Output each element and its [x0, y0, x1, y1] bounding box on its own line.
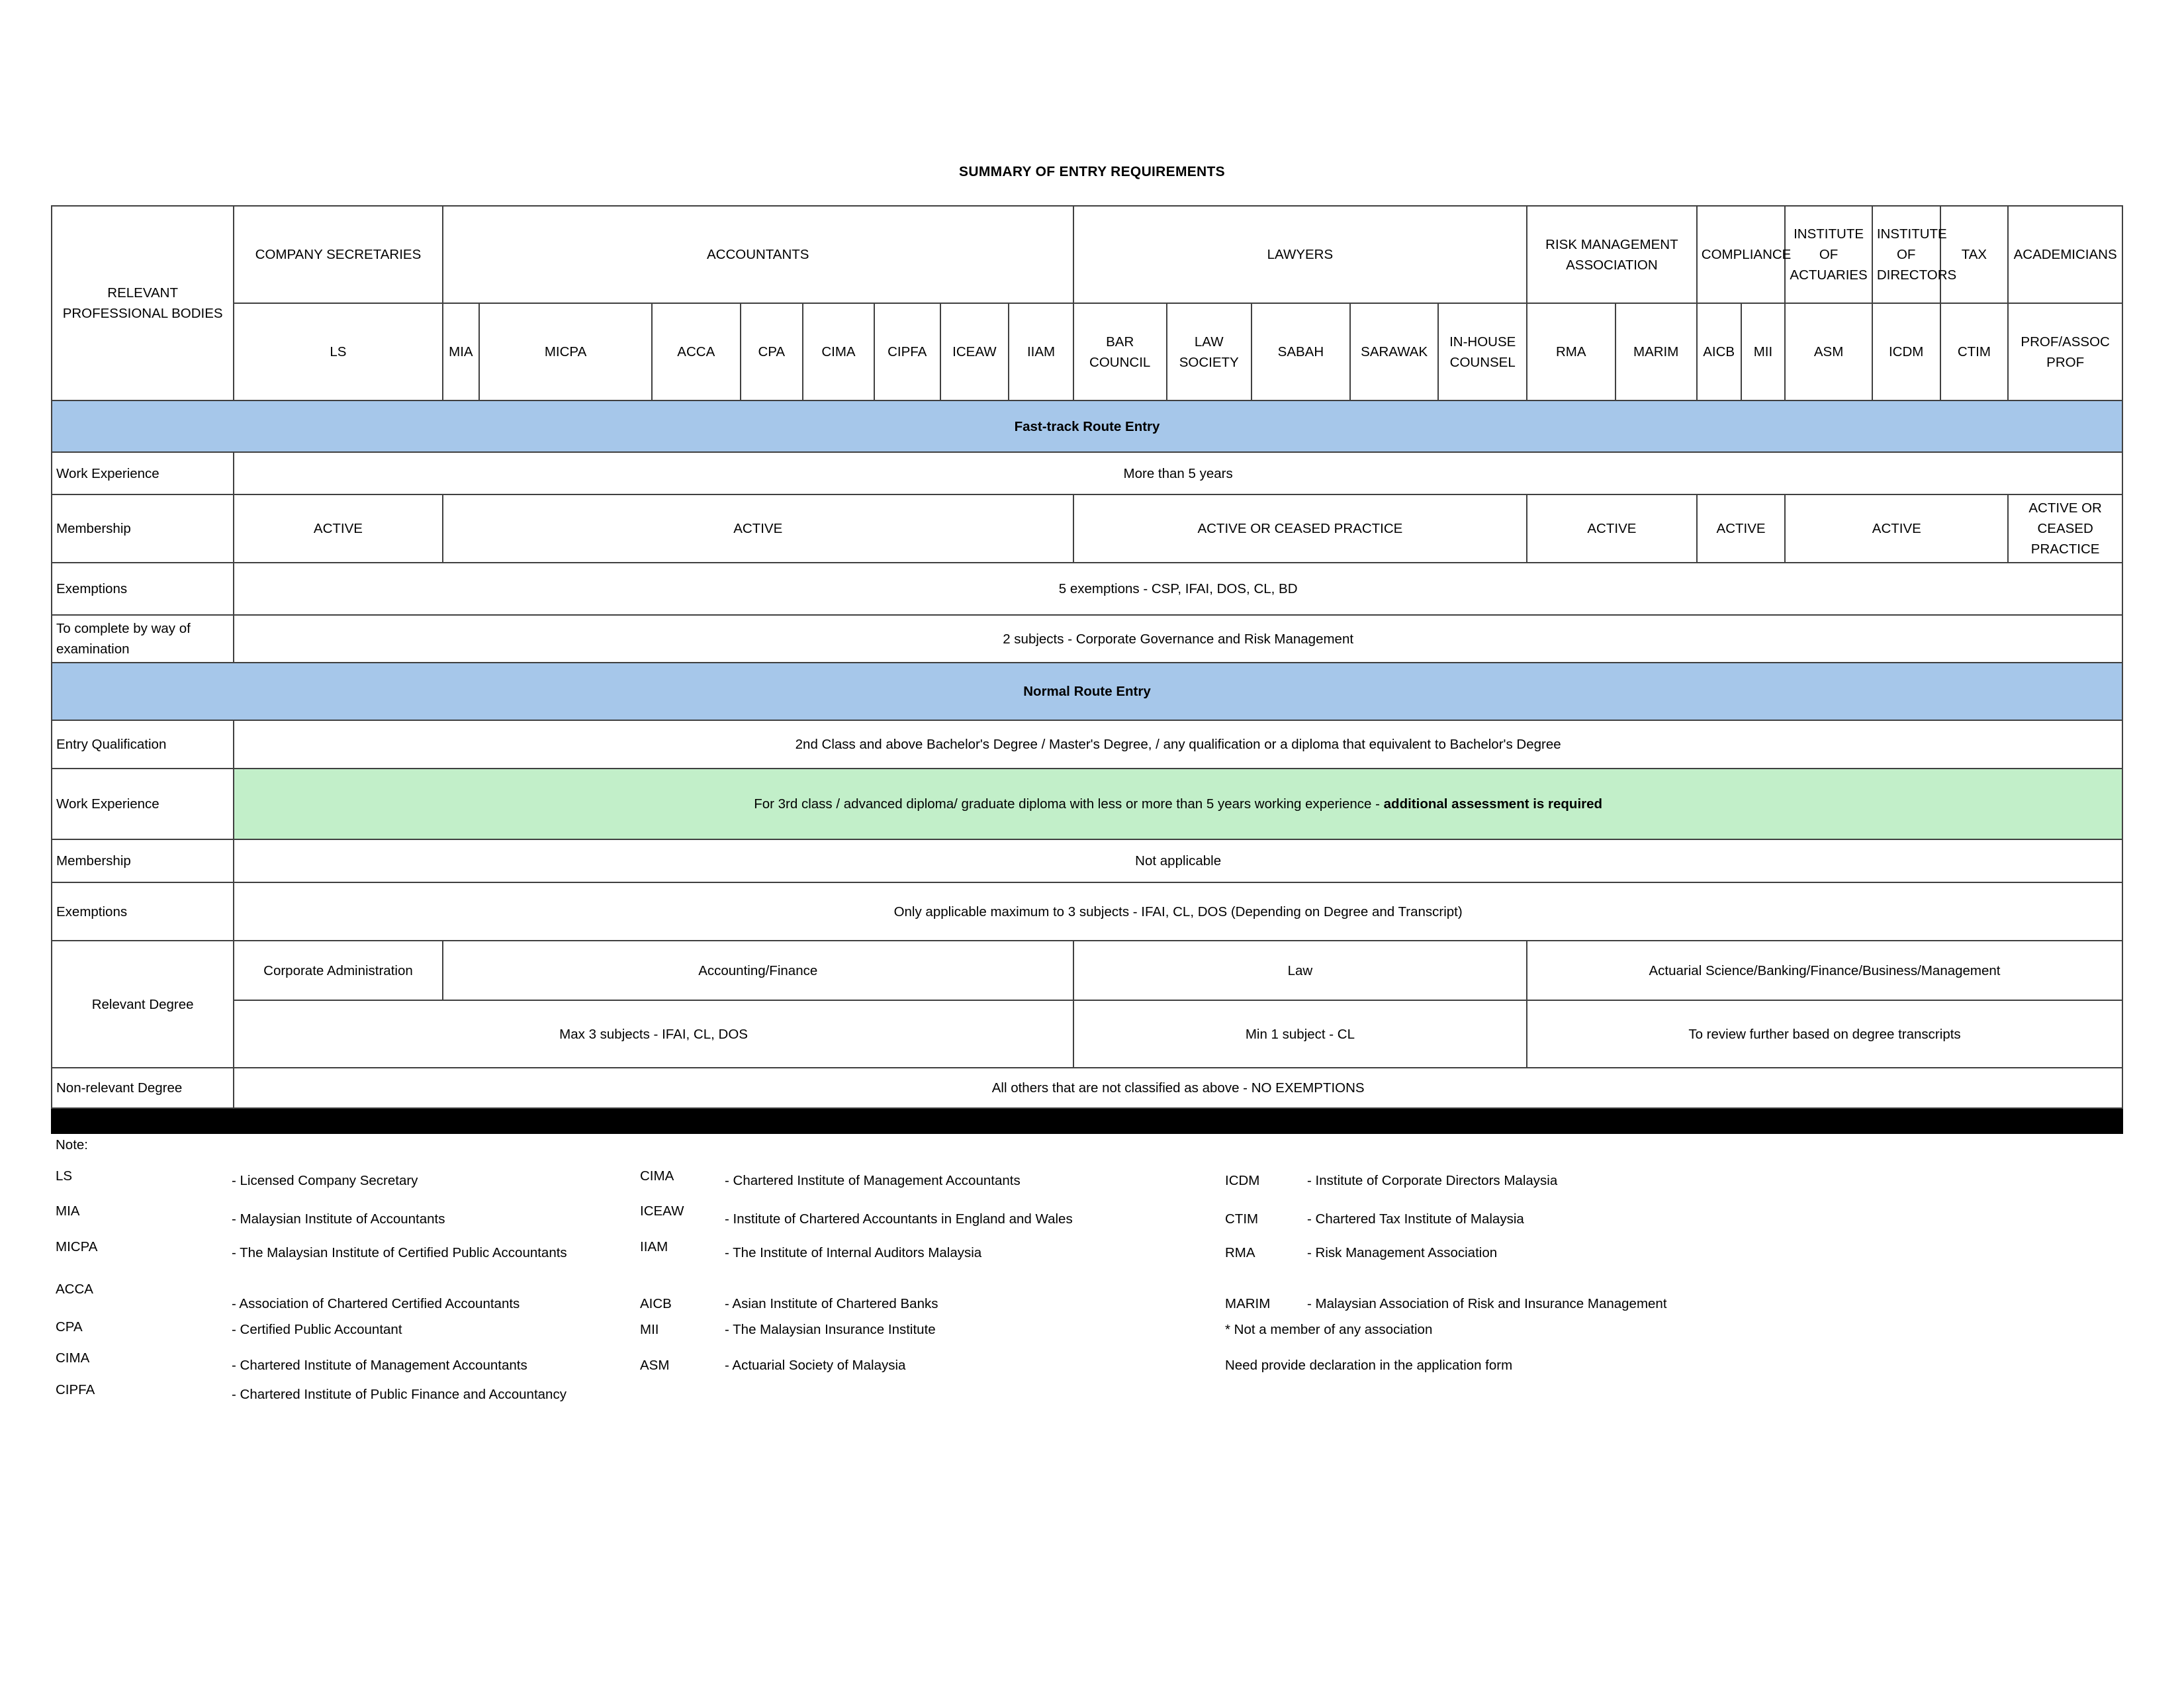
group-compliance: COMPLIANCE — [1697, 206, 1786, 303]
ft-work-experience-label: Work Experience — [52, 452, 234, 494]
body-iceaw: ICEAW — [940, 303, 1009, 400]
nr-work-experience-emphasis: additional assessment is required — [1383, 796, 1603, 812]
ft-exemptions-value: 5 exemptions - CSP, IFAI, DOS, CL, BD — [234, 563, 2122, 615]
body-icdm: ICDM — [1872, 303, 1940, 400]
body-cipfa: CIPFA — [874, 303, 940, 400]
group-academicians: ACADEMICIANS — [2008, 206, 2122, 303]
ft-examination-value: 2 subjects - Corporate Governance and Risk Management — [234, 615, 2122, 663]
note-desc: - Risk Management Association — [1307, 1245, 1498, 1260]
note-abbr: ICEAW — [640, 1203, 684, 1219]
note-desc: - The Malaysian Insurance Institute — [725, 1322, 936, 1337]
note-desc: - Licensed Company Secretary — [232, 1173, 418, 1188]
note-abbr: MII — [640, 1322, 659, 1337]
nr-relevant-degree-label: Relevant Degree — [52, 941, 234, 1068]
body-acca: ACCA — [652, 303, 741, 400]
degree-accounting-finance: Accounting/Finance — [443, 941, 1073, 1000]
ft-membership-lawyers: ACTIVE OR CEASED PRACTICE — [1073, 494, 1527, 563]
nr-non-relevant-value: All others that are not classified as above - NO EXEMPTIONS — [234, 1068, 2122, 1108]
note-abbr: IIAM — [640, 1239, 668, 1254]
note-desc: - Malaysian Institute of Accountants — [232, 1211, 445, 1227]
body-sabah: SABAH — [1251, 303, 1350, 400]
note-desc: - The Institute of Internal Auditors Malaysia — [725, 1245, 982, 1260]
ft-membership-accountants: ACTIVE — [443, 494, 1073, 563]
group-actuaries: INSTITUTE OF ACTUARIES — [1785, 206, 1872, 303]
ft-membership-actuaries-directors-tax: ACTIVE — [1785, 494, 2008, 563]
nr-work-experience-value — [234, 769, 2122, 839]
nr-work-experience-label: Work Experience — [52, 769, 234, 839]
note-abbr: MIA — [56, 1203, 80, 1219]
ft-membership-label: Membership — [52, 494, 234, 563]
ft-membership-compliance: ACTIVE — [1697, 494, 1786, 563]
note-desc: - Institute of Chartered Accountants in England and Wales — [725, 1211, 1073, 1227]
note-abbr: ASM — [640, 1358, 670, 1373]
note-desc: - Certified Public Accountant — [232, 1322, 402, 1337]
body-ls: LS — [234, 303, 442, 400]
note-abbr: CIMA — [56, 1350, 90, 1366]
note-abbr: CIPFA — [56, 1382, 95, 1397]
body-rma: RMA — [1527, 303, 1615, 400]
body-asm: ASM — [1785, 303, 1872, 400]
note-abbr: MARIM — [1225, 1296, 1271, 1311]
normal-route-heading: Normal Route Entry — [52, 663, 2122, 720]
group-risk-management: RISK MANAGEMENT ASSOCIATION — [1527, 206, 1697, 303]
nr-exemptions-value: Only applicable maximum to 3 subjects - IFAI, CL, DOS (Depending on Degree and Transcript) — [234, 882, 2122, 941]
note-desc: - Chartered Institute of Management Accountants — [232, 1358, 527, 1373]
note-desc: - Asian Institute of Chartered Banks — [725, 1296, 938, 1311]
body-prof-assoc-prof: PROF/ASSOC PROF — [2008, 303, 2122, 400]
degree-corporate-administration: Corporate Administration — [234, 941, 442, 1000]
note-desc: - Chartered Tax Institute of Malaysia — [1307, 1211, 1524, 1227]
fast-track-heading: Fast-track Route Entry — [52, 400, 2122, 452]
relevant-professional-bodies-label: RELEVANT PROFESSIONAL BODIES — [52, 206, 234, 400]
degree-law: Law — [1073, 941, 1527, 1000]
notes-heading: Note: — [56, 1137, 88, 1152]
group-lawyers: LAWYERS — [1073, 206, 1527, 303]
header-group-row — [52, 206, 2122, 303]
footnote-declaration: Need provide declaration in the application form — [1225, 1358, 1513, 1373]
degree-other: Actuarial Science/Banking/Finance/Business/Management — [1527, 941, 2122, 1000]
note-desc: - Malaysian Association of Risk and Insurance Management — [1307, 1296, 1667, 1311]
body-aicb: AICB — [1697, 303, 1741, 400]
body-iiam: IIAM — [1009, 303, 1073, 400]
note-desc: - Chartered Institute of Public Finance and Accountancy — [232, 1387, 567, 1402]
nr-exemptions-label: Exemptions — [52, 882, 234, 941]
ft-membership-academicians: ACTIVE OR CEASED PRACTICE — [2008, 494, 2122, 563]
body-cpa: CPA — [741, 303, 803, 400]
degree-max-subjects: Max 3 subjects - IFAI, CL, DOS — [234, 1000, 1073, 1068]
nr-work-experience-text: For 3rd class / advanced diploma/ graduate diploma with less or more than 5 years working experience - — [754, 796, 1384, 812]
body-marim: MARIM — [1615, 303, 1697, 400]
body-mii: MII — [1741, 303, 1786, 400]
body-ctim: CTIM — [1940, 303, 2009, 400]
nr-membership-value: Not applicable — [234, 839, 2122, 882]
note-desc: - Association of Chartered Certified Accountants — [232, 1296, 520, 1311]
body-cima: CIMA — [803, 303, 874, 400]
degree-review: To review further based on degree transcripts — [1527, 1000, 2122, 1068]
ft-work-experience-value: More than 5 years — [234, 452, 2122, 494]
page-title: SUMMARY OF ENTRY REQUIREMENTS — [959, 164, 1225, 179]
group-accountants: ACCOUNTANTS — [443, 206, 1073, 303]
body-mia: MIA — [443, 303, 479, 400]
nr-entry-qualification-label: Entry Qualification — [52, 720, 234, 769]
note-abbr: ACCA — [56, 1282, 93, 1297]
note-abbr: ICDM — [1225, 1173, 1260, 1188]
note-abbr: AICB — [640, 1296, 672, 1311]
entry-requirements-table — [51, 205, 2123, 1134]
ft-examination-label: To complete by way of examination — [52, 615, 234, 663]
ft-exemptions-label: Exemptions — [52, 563, 234, 615]
nr-entry-qualification-value: 2nd Class and above Bachelor's Degree / Master's Degree, / any qualification or a diploma that equivalent to Bachelor's Degree — [234, 720, 2122, 769]
body-bar-council: BAR COUNCIL — [1073, 303, 1167, 400]
nr-membership-label: Membership — [52, 839, 234, 882]
ft-membership-risk-management: ACTIVE — [1527, 494, 1697, 563]
note-desc: - The Malaysian Institute of Certified Public Accountants — [232, 1245, 567, 1260]
body-sarawak: SARAWAK — [1350, 303, 1439, 400]
note-abbr: CIMA — [640, 1168, 674, 1184]
note-abbr: MICPA — [56, 1239, 98, 1254]
note-desc: - Chartered Institute of Management Accountants — [725, 1173, 1021, 1188]
group-company-secretaries: COMPANY SECRETARIES — [234, 206, 442, 303]
group-tax: TAX — [1940, 206, 2009, 303]
ft-membership-company-secretaries: ACTIVE — [234, 494, 442, 563]
note-abbr: RMA — [1225, 1245, 1255, 1260]
note-desc: - Institute of Corporate Directors Malaysia — [1307, 1173, 1558, 1188]
body-micpa: MICPA — [479, 303, 652, 400]
note-abbr: LS — [56, 1168, 73, 1184]
note-abbr: CTIM — [1225, 1211, 1259, 1227]
footnote-not-member: * Not a member of any association — [1225, 1322, 1433, 1337]
body-in-house-counsel: IN-HOUSE COUNSEL — [1438, 303, 1527, 400]
note-abbr: CPA — [56, 1319, 83, 1335]
note-desc: - Actuarial Society of Malaysia — [725, 1358, 906, 1373]
degree-min-subject: Min 1 subject - CL — [1073, 1000, 1527, 1068]
group-directors: INSTITUTE OF DIRECTORS — [1872, 206, 1940, 303]
header-bodies-row — [52, 303, 2122, 400]
nr-non-relevant-label: Non-relevant Degree — [52, 1068, 234, 1108]
black-divider-bar — [52, 1108, 2122, 1133]
body-law-society: LAW SOCIETY — [1167, 303, 1251, 400]
